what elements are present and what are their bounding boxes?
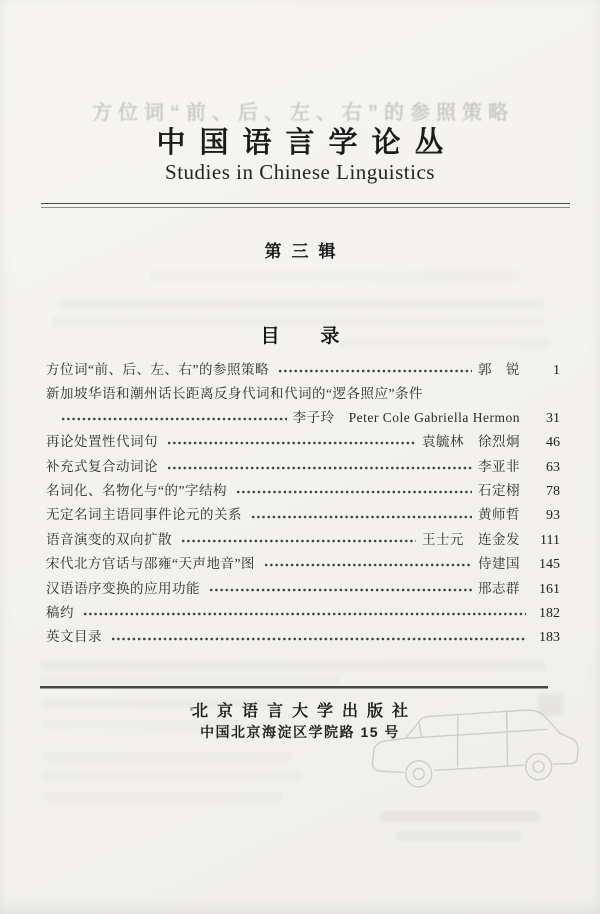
publisher-address: 中国北京海淀区学院路 15 号 bbox=[200, 724, 400, 740]
toc-entry bbox=[46, 479, 560, 503]
toc-entry-page: 111 bbox=[540, 532, 560, 548]
toc-entry-authors: 李亚非 bbox=[478, 458, 520, 474]
toc-entry bbox=[46, 552, 560, 576]
toc-entry-title: 无定名词主语同事件论元的关系 bbox=[46, 507, 242, 523]
toc-entry-authors: 袁毓林 徐烈炯 bbox=[422, 434, 520, 450]
double-rule-divider bbox=[41, 203, 570, 208]
toc-entry bbox=[46, 528, 560, 552]
toc-entry-authors: 王士元 连金发 bbox=[422, 531, 520, 547]
bleedthrough-line bbox=[42, 772, 302, 781]
toc-entry-title: 汉语语序变换的应用功能 bbox=[46, 580, 200, 596]
bleedthrough-line bbox=[58, 299, 544, 309]
toc-entry bbox=[46, 577, 560, 601]
toc-entry-title: 稿约 bbox=[46, 605, 74, 621]
toc-entry-title: 再论处置性代词句 bbox=[46, 434, 158, 450]
toc-entry bbox=[46, 382, 560, 405]
toc-leader-dots bbox=[236, 489, 472, 495]
toc-heading: 目 录 bbox=[260, 326, 340, 347]
toc-entry bbox=[46, 406, 560, 430]
toc-list bbox=[46, 358, 560, 650]
toc-entry-page: 31 bbox=[546, 410, 560, 426]
toc-entry-page: 1 bbox=[553, 363, 560, 378]
toc-entry-page: 93 bbox=[546, 508, 560, 524]
toc-entry-title: 语音演变的双向扩散 bbox=[46, 531, 172, 547]
bleedthrough-line bbox=[150, 271, 520, 281]
toc-entry-page: 78 bbox=[546, 484, 560, 500]
toc-leader-dots bbox=[111, 636, 526, 642]
toc-entry bbox=[46, 625, 560, 649]
bleedthrough-line bbox=[40, 661, 545, 671]
bleedthrough-caption-line bbox=[396, 831, 521, 841]
toc-leader-dots bbox=[181, 538, 416, 544]
toc-entry bbox=[46, 358, 560, 382]
toc-entry bbox=[46, 455, 560, 479]
footer-rule-divider bbox=[40, 686, 548, 689]
toc-leader-dots bbox=[167, 440, 416, 446]
toc-entry bbox=[46, 503, 560, 527]
toc-entry-page: 145 bbox=[539, 557, 560, 573]
toc-entry bbox=[46, 601, 560, 625]
toc-entry-title: 名词化、名物化与“的”字结构 bbox=[46, 483, 227, 499]
bleedthrough-car-illustration bbox=[354, 692, 590, 810]
bleedthrough-line bbox=[42, 792, 282, 801]
toc-entry-authors: 邢志群 bbox=[478, 580, 520, 596]
toc-entry-title: 方位词“前、后、左、右”的参照策略 bbox=[46, 362, 269, 377]
volume-label: 第三辑 bbox=[264, 242, 346, 261]
bleedthrough-line bbox=[42, 699, 272, 708]
toc-entry-title: 宋代北方官话与邵雍“天声地音”图 bbox=[46, 556, 255, 572]
toc-entry-authors: 李子玲 Peter Cole Gabriella Hermon bbox=[292, 409, 520, 425]
toc-entry-page: 182 bbox=[539, 606, 560, 622]
publisher-name: 北京语言大学出版社 bbox=[191, 703, 417, 720]
book-title-english: Studies in Chinese Linguistics bbox=[165, 160, 435, 184]
toc-entry bbox=[46, 430, 560, 454]
toc-entry-page: 63 bbox=[546, 459, 560, 475]
toc-leader-dots bbox=[61, 416, 287, 422]
toc-leader-dots bbox=[251, 514, 472, 520]
toc-leader-dots bbox=[264, 562, 472, 568]
bleedthrough-line bbox=[42, 752, 292, 761]
bleedthrough-line bbox=[42, 720, 242, 729]
book-title-chinese: 中国语言学论丛 bbox=[156, 127, 458, 159]
toc-entry-title: 新加坡华语和潮州话长距离反身代词和代词的“逻各照应”条件 bbox=[46, 386, 423, 402]
toc-leader-dots bbox=[83, 611, 526, 617]
ghost-bleedthrough-title: 方位词“前、后、左、右”的参照策略 bbox=[92, 102, 514, 124]
toc-entry-title: 补充式复合动词论 bbox=[46, 458, 158, 474]
bleedthrough-caption-line bbox=[380, 811, 540, 822]
toc-entry-title: 英文目录 bbox=[46, 629, 102, 645]
toc-entry-authors: 黄师哲 bbox=[478, 507, 520, 523]
toc-entry-authors: 侍建国 bbox=[478, 556, 520, 572]
toc-leader-dots bbox=[209, 587, 472, 593]
toc-entry-page: 46 bbox=[546, 435, 560, 451]
toc-entry-page: 161 bbox=[539, 581, 560, 597]
bleedthrough-line bbox=[40, 676, 340, 685]
toc-leader-dots bbox=[167, 465, 472, 471]
toc-entry-authors: 石定栩 bbox=[478, 483, 520, 499]
toc-leader-dots bbox=[278, 368, 472, 374]
toc-entry-page: 183 bbox=[539, 630, 560, 646]
toc-entry-authors: 郭 锐 bbox=[478, 362, 520, 377]
